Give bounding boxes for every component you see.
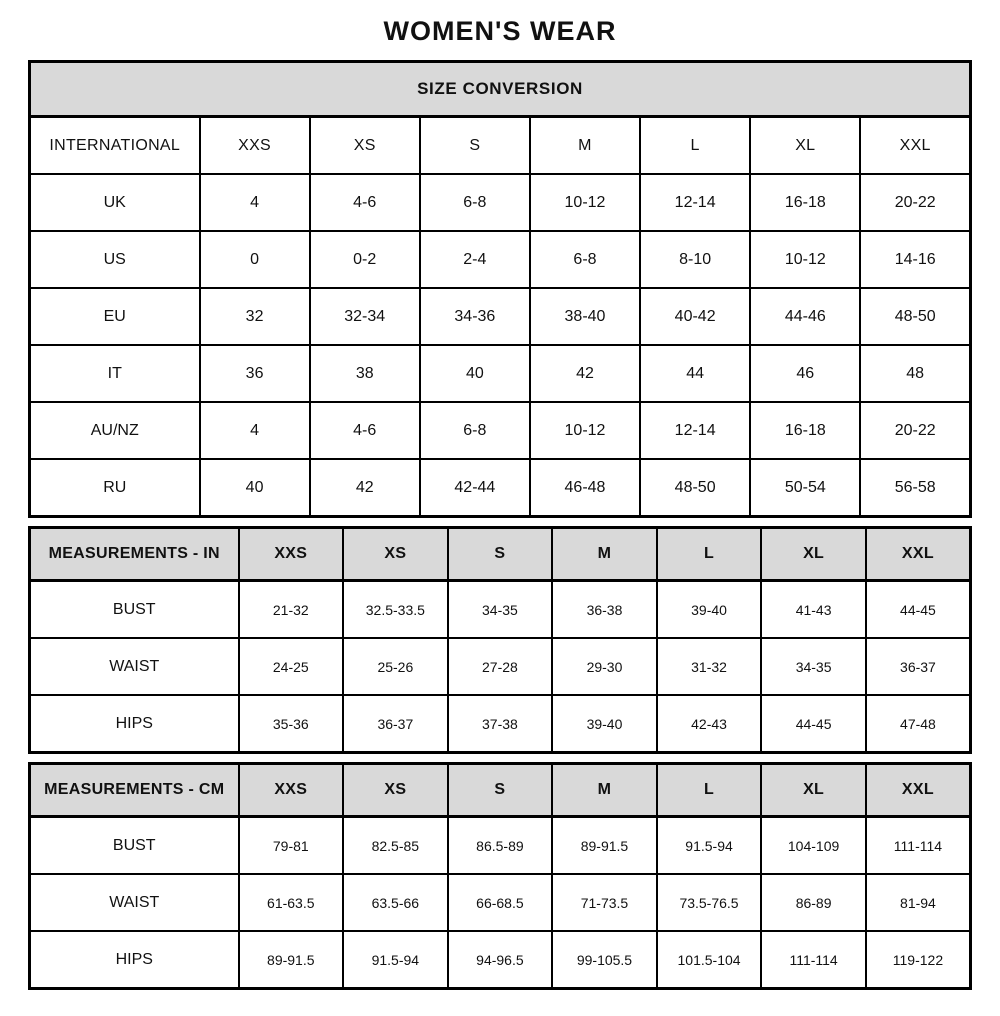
measurements-in-table xyxy=(28,526,972,754)
size-value: 35-36 xyxy=(239,695,344,753)
table-row xyxy=(30,231,971,288)
size-value: 4 xyxy=(200,174,310,231)
column-header: S xyxy=(420,117,530,175)
size-value: 47-48 xyxy=(866,695,971,753)
row-label: RU xyxy=(30,459,200,517)
size-value: 20-22 xyxy=(860,174,970,231)
row-label: US xyxy=(30,231,200,288)
size-value: 99-105.5 xyxy=(552,931,657,989)
table-row xyxy=(30,931,971,989)
size-value: 91.5-94 xyxy=(657,817,762,875)
size-value: 24-25 xyxy=(239,638,344,695)
size-value: 34-35 xyxy=(448,581,553,639)
size-value: 111-114 xyxy=(866,817,971,875)
column-header: L xyxy=(657,528,762,581)
size-value: 10-12 xyxy=(530,402,640,459)
size-value: 71-73.5 xyxy=(552,874,657,931)
header-label: MEASUREMENTS - CM xyxy=(30,764,239,817)
table-row xyxy=(30,402,971,459)
column-header: XXS xyxy=(200,117,310,175)
table-row xyxy=(30,288,971,345)
size-value: 16-18 xyxy=(750,402,860,459)
size-value: 48 xyxy=(860,345,970,402)
column-header: XL xyxy=(761,764,866,817)
page-title: WOMEN'S WEAR xyxy=(383,16,617,46)
column-header: XXL xyxy=(860,117,970,175)
column-header: XL xyxy=(750,117,860,175)
size-value: 40 xyxy=(420,345,530,402)
size-value: 79-81 xyxy=(239,817,344,875)
size-value: 32.5-33.5 xyxy=(343,581,448,639)
column-header: S xyxy=(448,764,553,817)
size-value: 89-91.5 xyxy=(239,931,344,989)
table-row xyxy=(30,174,971,231)
size-value: 39-40 xyxy=(657,581,762,639)
size-value: 8-10 xyxy=(640,231,750,288)
table-row xyxy=(30,345,971,402)
table-caption: SIZE CONVERSION xyxy=(30,62,971,117)
size-value: 36-37 xyxy=(866,638,971,695)
table-row xyxy=(30,581,971,639)
size-value: 44 xyxy=(640,345,750,402)
size-value: 56-58 xyxy=(860,459,970,517)
size-value: 61-63.5 xyxy=(239,874,344,931)
size-conversion-table xyxy=(28,60,972,518)
size-value: 42 xyxy=(310,459,420,517)
size-value: 25-26 xyxy=(343,638,448,695)
row-label: BUST xyxy=(30,581,239,639)
size-value: 4 xyxy=(200,402,310,459)
size-value: 48-50 xyxy=(640,459,750,517)
size-value: 10-12 xyxy=(750,231,860,288)
size-value: 34-35 xyxy=(761,638,866,695)
size-value: 16-18 xyxy=(750,174,860,231)
size-value: 42 xyxy=(530,345,640,402)
size-value: 46-48 xyxy=(530,459,640,517)
size-value: 86-89 xyxy=(761,874,866,931)
row-label: EU xyxy=(30,288,200,345)
size-value: 6-8 xyxy=(530,231,640,288)
column-header: M xyxy=(530,117,640,175)
size-chart-page xyxy=(0,16,1000,990)
row-label: IT xyxy=(30,345,200,402)
size-value: 50-54 xyxy=(750,459,860,517)
size-value: 40 xyxy=(200,459,310,517)
size-value: 36-37 xyxy=(343,695,448,753)
size-value: 32 xyxy=(200,288,310,345)
size-value: 36 xyxy=(200,345,310,402)
size-value: 4-6 xyxy=(310,402,420,459)
size-value: 42-43 xyxy=(657,695,762,753)
column-header: XL xyxy=(761,528,866,581)
size-value: 39-40 xyxy=(552,695,657,753)
size-value: 34-36 xyxy=(420,288,530,345)
size-value: 111-114 xyxy=(761,931,866,989)
row-label: AU/NZ xyxy=(30,402,200,459)
row-label: HIPS xyxy=(30,931,239,989)
size-value: 48-50 xyxy=(860,288,970,345)
column-header: XXL xyxy=(866,528,971,581)
column-header: M xyxy=(552,764,657,817)
size-value: 31-32 xyxy=(657,638,762,695)
size-value: 42-44 xyxy=(420,459,530,517)
size-value: 29-30 xyxy=(552,638,657,695)
size-value: 101.5-104 xyxy=(657,931,762,989)
row-label: BUST xyxy=(30,817,239,875)
size-value: 119-122 xyxy=(866,931,971,989)
row-label: WAIST xyxy=(30,638,239,695)
header-label: MEASUREMENTS - IN xyxy=(30,528,239,581)
size-value: 104-109 xyxy=(761,817,866,875)
size-value: 44-45 xyxy=(866,581,971,639)
size-value: 0-2 xyxy=(310,231,420,288)
column-header: XS xyxy=(310,117,420,175)
size-value: 63.5-66 xyxy=(343,874,448,931)
column-header: XS xyxy=(343,528,448,581)
size-value: 91.5-94 xyxy=(343,931,448,989)
size-value: 40-42 xyxy=(640,288,750,345)
size-value: 44-46 xyxy=(750,288,860,345)
size-value: 6-8 xyxy=(420,402,530,459)
size-value: 0 xyxy=(200,231,310,288)
size-value: 73.5-76.5 xyxy=(657,874,762,931)
row-label: UK xyxy=(30,174,200,231)
size-value: 37-38 xyxy=(448,695,553,753)
size-value: 20-22 xyxy=(860,402,970,459)
size-value: 86.5-89 xyxy=(448,817,553,875)
size-value: 2-4 xyxy=(420,231,530,288)
size-value: 6-8 xyxy=(420,174,530,231)
table-row xyxy=(30,459,971,517)
size-value: 27-28 xyxy=(448,638,553,695)
table-row xyxy=(30,638,971,695)
size-value: 81-94 xyxy=(866,874,971,931)
table-row xyxy=(30,695,971,753)
table-row xyxy=(30,817,971,875)
column-header: XXL xyxy=(866,764,971,817)
size-value: 32-34 xyxy=(310,288,420,345)
size-value: 36-38 xyxy=(552,581,657,639)
column-header: XXS xyxy=(239,528,344,581)
size-value: 10-12 xyxy=(530,174,640,231)
size-value: 4-6 xyxy=(310,174,420,231)
column-header: M xyxy=(552,528,657,581)
row-label: WAIST xyxy=(30,874,239,931)
size-value: 38-40 xyxy=(530,288,640,345)
header-label: INTERNATIONAL xyxy=(30,117,200,175)
size-value: 82.5-85 xyxy=(343,817,448,875)
column-header: XXS xyxy=(239,764,344,817)
size-value: 38 xyxy=(310,345,420,402)
size-value: 12-14 xyxy=(640,174,750,231)
table-row xyxy=(30,874,971,931)
size-value: 94-96.5 xyxy=(448,931,553,989)
size-value: 41-43 xyxy=(761,581,866,639)
column-header: L xyxy=(640,117,750,175)
row-label: HIPS xyxy=(30,695,239,753)
size-value: 46 xyxy=(750,345,860,402)
size-value: 66-68.5 xyxy=(448,874,553,931)
size-value: 44-45 xyxy=(761,695,866,753)
size-value: 21-32 xyxy=(239,581,344,639)
column-header: L xyxy=(657,764,762,817)
measurements-cm-table xyxy=(28,762,972,990)
size-value: 12-14 xyxy=(640,402,750,459)
size-value: 89-91.5 xyxy=(552,817,657,875)
size-value: 14-16 xyxy=(860,231,970,288)
column-header: S xyxy=(448,528,553,581)
column-header: XS xyxy=(343,764,448,817)
